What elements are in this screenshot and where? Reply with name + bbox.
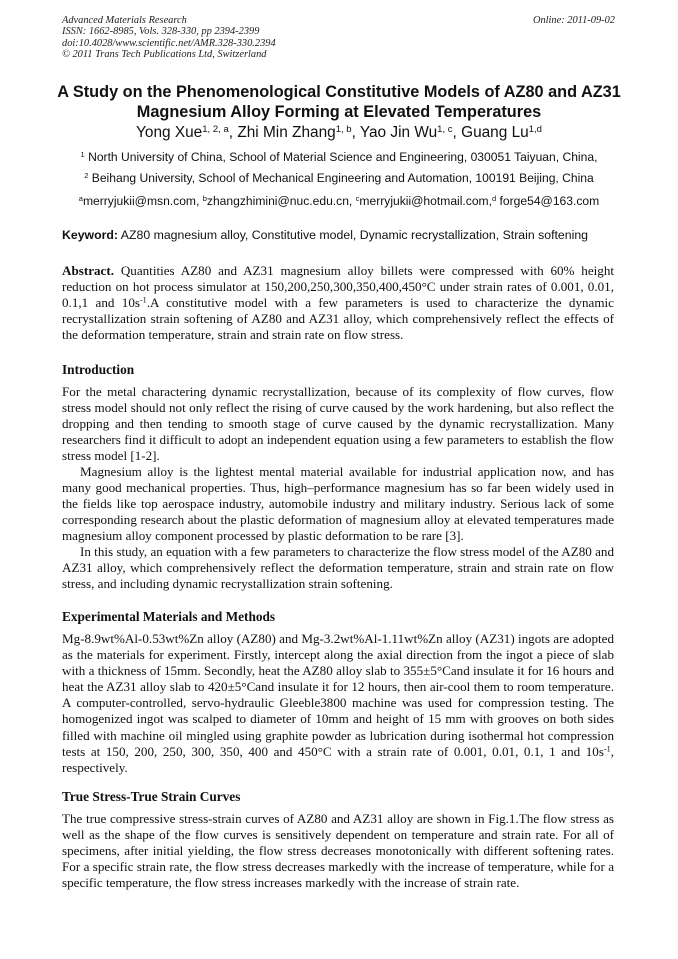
methods-text: Mg-8.9wt%Al-0.53wt%Zn alloy (AZ80) and Mg-3.2wt%Al-1.11wt%Zn alloy (AZ31) ingots are adopted as the materials for experiment. Firstly, intercept along the axial direction from the ingot a piece of slab with a thickness of 15mm. Secondly, heat the AZ80 alloy slab to 355±5°Cand insulate it for 16 hours and heat the AZ31 alloy slab to 420±5°Cand insulate it for 12 hours, then air-cool them to room temperature. A computer-controlled, servo-hydraulic Gleeble3800 machine was used for compression testing. The homogenized ingot was scalped to diameter of 10mm and height of 15 mm with grooves on both sides filled with machine oil mingled using graphite powder as lubrication during isothermal hot compression tests at 150, 200, 250, 300, 350, 400 and 450°C with a strain rate of 0.001, 0.01, 0.1, 1 and 10s: [62, 631, 614, 759]
email-link[interactable]: merryjukii@msn.com,: [82, 194, 203, 208]
author-affiliation-mark: 1, 2, a: [202, 123, 229, 135]
methods-exponent: -1: [603, 744, 611, 754]
methods-paragraph: [62, 631, 614, 776]
abstract-paragraph: [62, 263, 614, 343]
doi-line: doi:10.4028/www.scientific.net/AMR.328-330.2394: [62, 37, 276, 49]
issn-line: ISSN: 1662-8985, Vols. 328-330, pp 2394-2399: [62, 26, 260, 38]
email-mark: d: [492, 193, 497, 203]
affiliation-2: [30, 170, 648, 186]
email-mark: b: [202, 193, 207, 203]
author-affiliation-mark: 1, c: [437, 123, 453, 135]
affiliation-text: North University of China, School of Material Science and Engineering, 030051 Taiyuan, China,: [84, 150, 598, 164]
section-heading-methods: [62, 609, 614, 625]
keywords-text: AZ80 magnesium alloy, Constitutive model, Dynamic recrystallization, Strain softening: [118, 228, 589, 242]
author-affiliation-mark: 1,d: [528, 123, 542, 135]
affiliation-mark: 1: [80, 149, 85, 159]
affiliation-text: Beihang University, School of Mechanical Engineering and Automation, 100191 Beijing, China: [88, 171, 594, 185]
email-link[interactable]: forge54@163.com: [496, 194, 600, 208]
section-heading-introduction: Introduction: [62, 362, 135, 377]
email-mark: a: [78, 193, 83, 203]
affiliation-1: [30, 149, 648, 165]
keywords-line: [62, 227, 618, 243]
author-affiliation-mark: 1, b: [335, 123, 352, 135]
title-line-2: Magnesium Alloy Forming at Elevated Temperatures: [136, 103, 542, 121]
email-link[interactable]: zhangzhimini@nuc.edu.cn,: [206, 194, 356, 208]
abstract-exponent: -1: [139, 295, 147, 305]
author-name: Yao Jin Wu: [359, 124, 438, 141]
keywords-label: Keyword:: [62, 228, 119, 242]
journal-name: Advanced Materials Research: [62, 15, 187, 26]
email-mark: c: [355, 193, 360, 203]
author-separator: ,: [351, 124, 360, 141]
section-heading-stress-strain: True Stress-True Strain Curves: [62, 789, 241, 804]
abstract-text: Quantities AZ80 and AZ31 magnesium alloy billets were compressed with 60% height reduction on hot process simulator at 150,200,250,300,350,400,450°C under strain rates of 0.001, 0.01, 0.1,1 and 10s: [62, 263, 614, 311]
journal-header: [62, 15, 615, 61]
intro-paragraph-2: Magnesium alloy is the lightest mental material available for industrial application now, and has many good mechanical properties. Thus, high–performance magnesium has so far been widely used in the fields like top aerospace industry, automobile industry and military industry. Serious lack of some corresponding research about the plastic deformation of magnesium alloy at elevated temperatures made magnesium alloy component processed by plastic deformation to be rare [3].: [62, 464, 614, 544]
email-link[interactable]: merryjukii@hotmail.com,: [359, 194, 492, 208]
stress-strain-paragraph: The true compressive stress-strain curves of AZ80 and AZ31 alloy are shown in Fig.1.The flow stress as well as the shape of the flow curves is sensitively dependent on temperature and strain rate. For all of specimens, after initial yielding, the flow stress decreases monotonically with different softening rates. For a specific strain rate, the flow stress decreases markedly with the increase of temperature, while for a specific temperature, the flow stress increases markedly with the increase of strain rate.: [62, 811, 614, 891]
author-name: Zhi Min Zhang: [237, 124, 336, 141]
abstract-text-continued: .A constitutive model with a few parameters is used to characterize the dynamic recrystallization strain softening of AZ80 and AZ31 alloy, which comprehensively reflect the effects of the deformation temperature, strain and strain rate on flow stress.: [62, 295, 614, 343]
author-separator: ,: [228, 124, 238, 141]
email-list: [30, 193, 648, 209]
author-name: Yong Xue: [136, 124, 203, 141]
online-date: Online: 2011-09-02: [532, 15, 615, 26]
intro-paragraph-3: In this study, an equation with a few parameters to characterize the flow stress model of the AZ80 and AZ31 alloy, which comprehensively reflect the deformation temperature, strain and strain rate on flow stress, and including dynamic recrystallization strain softening.: [62, 544, 615, 592]
author-name: Guang Lu: [461, 124, 529, 141]
methods-heading-text: Experimental Materials and Methods: [62, 609, 276, 624]
intro-paragraph-1: For the metal charactering dynamic recrystallization, because of its complexity of flow curves, flow stress model should not only reflect the rising of curve caused by the work hardening, but also reflect the dropping and then tending to smooth stage of curve caused by the dynamic recrystallization. Many researchers find it difficult to adopt an independent equation using a few parameters to establish the flow stress model [1-2].: [62, 384, 614, 464]
copyright-line: © 2011 Trans Tech Publications Ltd, Switzerland: [62, 49, 267, 61]
affiliation-mark: 2: [84, 170, 89, 180]
title-line-1: A Study on the Phenomenological Constitutive Models of AZ80 and AZ31: [57, 83, 621, 101]
abstract-label: Abstract.: [62, 263, 114, 278]
methods-text-end: , respectively.: [62, 743, 614, 775]
author-separator: ,: [452, 124, 462, 141]
author-list: [40, 123, 638, 143]
paper-title: [40, 82, 638, 122]
